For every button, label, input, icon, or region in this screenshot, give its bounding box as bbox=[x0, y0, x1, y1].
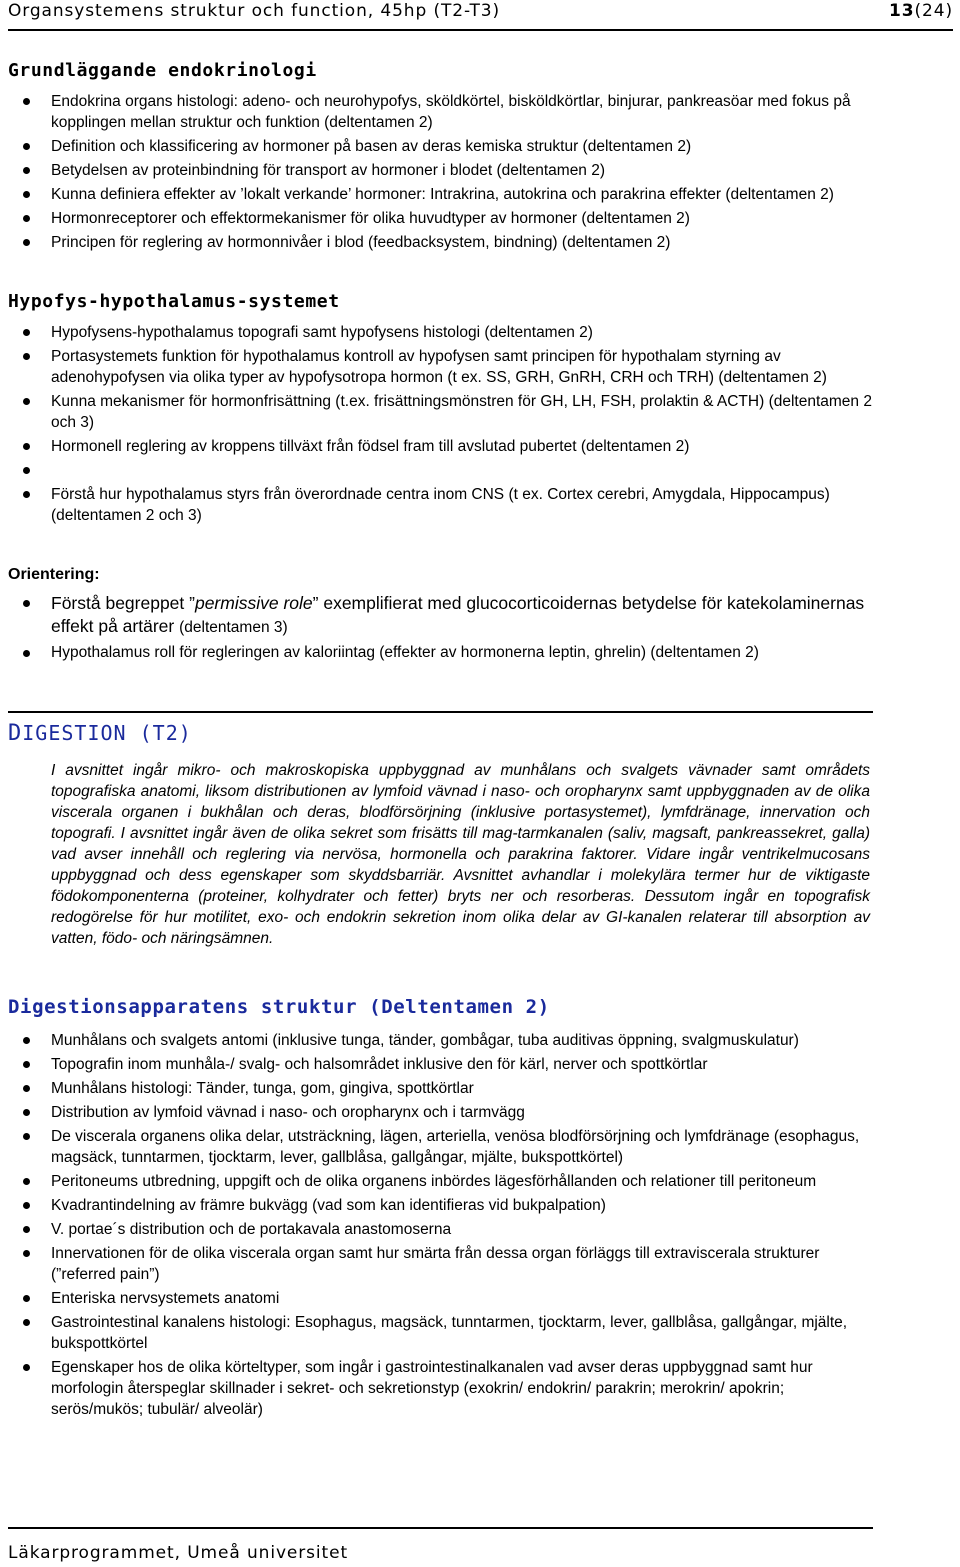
bullet-icon bbox=[23, 600, 30, 607]
list-item: Distribution av lymfoid vävnad i naso- och oropharynx och i tarmvägg bbox=[0, 1102, 960, 1123]
list-item: Definition och klassificering av hormoner på basen av deras kemiska struktur (deltentamen 2) bbox=[0, 136, 960, 157]
page-total: (24) bbox=[914, 1, 953, 21]
list-item: Betydelsen av proteinbindning för transport av hormoner i blodet (deltentamen 2) bbox=[0, 160, 960, 181]
list-item: Munhålans histologi: Tänder, tunga, gom, gingiva, spottkörtlar bbox=[0, 1078, 960, 1099]
bullet-icon bbox=[23, 467, 30, 474]
list-item: V. portae´s distribution och de portakavala anastomoserna bbox=[0, 1219, 960, 1240]
course-title: Organsystemens struktur och function, 45hp (T2-T3) bbox=[8, 1, 500, 21]
bullet-icon bbox=[23, 1133, 30, 1140]
bullet-icon bbox=[23, 1061, 30, 1068]
bullet-icon bbox=[23, 353, 30, 360]
list-item: Principen för reglering av hormonnivåer i blod (feedbacksystem, bindning) (deltentamen 2) bbox=[0, 232, 960, 253]
digestion-rule bbox=[8, 711, 873, 713]
page-number: 13 bbox=[889, 1, 915, 21]
list-item: Förstå hur hypothalamus styrs från överordnade centra inom CNS (t ex. Cortex cerebri, Amygdala, Hippocampus) (deltentamen 2 och 3) bbox=[0, 484, 960, 526]
bullet-icon bbox=[23, 1085, 30, 1092]
bullet-icon bbox=[23, 491, 30, 498]
bullet-icon bbox=[23, 143, 30, 150]
list-item: Gastrointestinal kanalens histologi: Esophagus, magsäck, tunntarmen, tjocktarm, lever, gallblåsa, gallgångar, mjälte, bukspottkörtel bbox=[0, 1312, 960, 1354]
bullet-icon bbox=[23, 167, 30, 174]
list-item: Kunna mekanismer för hormonfrisättning (t.ex. frisättningsmönstren för GH, LH, FSH, prolaktin & ACTH) (deltentamen 2 och 3) bbox=[0, 391, 960, 433]
digestion-intro: I avsnittet ingår mikro- och makroskopiska uppbyggnad av munhålans och svalgets vävnader samt områdets topografiska anatomi, liksom distributionen av lymfoid vävnad i naso- och oropharynx samt uppbyggnaden av de olika viscerala organen i bukhålan och deras, blodförsörjning (inklusive portasystemet), lymfdränage, innervation och topografi. I avsnittet ingår även de olika sekret som frisätts till mag-tarmkanalen (saliv, magsaft, pankreassekret, galla) vad avser innehåll och reglering via nervösa, hormonella och parakrina faktorer. Vidare ingår ventrikelmucosans uppbyggnad och dess egenskaper som skyddsbarriär. Avsnittet avhandlar i molekylära termer hur de viktigaste födokomponenterna (proteiner, kolhydrater och fetter) bryts ner och resorberas. Dessutom ingår en topografisk redogörelse för hur motilitet, exo- och endokrin sekretion inom olika delar av GI-kanalen relaterar till absorption av vatten, födo- och näringsämnen. bbox=[51, 762, 870, 947]
page-header bbox=[8, 0, 953, 32]
list-item bbox=[0, 460, 960, 481]
section-heading-endokrinologi: Grundläggande endokrinologi bbox=[8, 60, 317, 81]
digestion-struktur-list bbox=[0, 1030, 960, 1423]
list-item: Hormonreceptorer och effektormekanismer för olika huvudtyper av hormoner (deltentamen 2) bbox=[0, 208, 960, 229]
list-item: De viscerala organens olika delar, utsträckning, lägen, arteriella, venösa blodförsörjning och lymfdränage (esophagus, magsäck, tunntarmen, tjocktarm, lever, gallblåsa, gallgångar, mjälte, bukspottkörtel) bbox=[0, 1126, 960, 1168]
bullet-icon bbox=[23, 98, 30, 105]
list-item: Endokrina organs histologi: adeno- och neurohypofys, sköldkörtel, bisköldkörtlar, binjurar, pankreasöar med fokus på kopplingen mellan struktur och funktion (deltentamen 2) bbox=[0, 91, 960, 133]
list-item: Portasystemets funktion för hypothalamus kontroll av hypofysen samt principen för hypothalam styrning av adenohypofysen via olika typer av hypofysotropa hormon (t ex. SS, GRH, GnRH, CRH och TRH) (deltentamen 2) bbox=[0, 346, 960, 388]
bullet-icon bbox=[23, 398, 30, 405]
header-rule bbox=[8, 29, 953, 31]
list-item: Topografin inom munhåla-/ svalg- och halsområdet inklusive den för kärl, nerver och spottkörtlar bbox=[0, 1054, 960, 1075]
list-item: Munhålans och svalgets antomi (inklusive tunga, tänder, gombågar, tuba auditivas öppning, svalgmuskulatur) bbox=[0, 1030, 960, 1051]
list-item: Förstå begreppet ”permissive role” exemplifierat med glucocorticoidernas betydelse för katekolaminernas effekt på artärer (deltentamen 3) bbox=[0, 592, 960, 639]
bullet-icon bbox=[23, 650, 30, 657]
list-item: Enteriska nervsystemets anatomi bbox=[0, 1288, 960, 1309]
bullet-icon bbox=[23, 1226, 30, 1233]
list-item: Kunna definiera effekter av ’lokalt verkande’ hormoner: Intrakrina, autokrina och parakrina effekter (deltentamen 2) bbox=[0, 184, 960, 205]
bullet-icon bbox=[23, 1109, 30, 1116]
section-heading-orientering: Orientering: bbox=[8, 566, 100, 583]
bullet-icon bbox=[23, 191, 30, 198]
list-item: Egenskaper hos de olika körteltyper, som ingår i gastrointestinalkanalen vad avser deras uppbyggnad samt hur morfologin återspeglar skillnader i sekret- och sekretionstyp (exokrin/ endokrin/ parakrin; merokrin/ apokrin; serös/mukös; tubulär/ alveolär) bbox=[0, 1357, 960, 1420]
digestion-title: DIGESTION (T2) bbox=[8, 721, 192, 746]
bullet-icon bbox=[23, 1178, 30, 1185]
footer-rule bbox=[8, 1527, 873, 1529]
bullet-icon bbox=[23, 329, 30, 336]
bullet-icon bbox=[23, 443, 30, 450]
list-item: Hypothalamus roll för regleringen av kaloriintag (effekter av hormonerna leptin, ghrelin) (deltentamen 2) bbox=[0, 642, 960, 663]
bullet-icon bbox=[23, 1364, 30, 1371]
section-heading-digestion-struktur: Digestionsapparatens struktur (Deltentamen 2) bbox=[8, 996, 550, 1018]
bullet-icon bbox=[23, 1202, 30, 1209]
bullet-icon bbox=[23, 1295, 30, 1302]
orientering-list bbox=[0, 592, 960, 666]
list-item: Kvadrantindelning av främre bukvägg (vad som kan identifieras vid bukpalpation) bbox=[0, 1195, 960, 1216]
endokrinologi-list bbox=[0, 91, 960, 256]
list-item: Innervationen för de olika viscerala organ samt hur smärta från dessa organ förläggs till extraviscerala strukturer (”referred pain”) bbox=[0, 1243, 960, 1285]
bullet-icon bbox=[23, 1037, 30, 1044]
section-heading-hypofys: Hypofys-hypothalamus-systemet bbox=[8, 291, 340, 312]
hypofys-list bbox=[0, 322, 960, 529]
page-footer: Läkarprogrammet, Umeå universitet bbox=[8, 1543, 349, 1563]
bullet-icon bbox=[23, 1319, 30, 1326]
list-item: Hormonell reglering av kroppens tillväxt från födsel fram till avslutad pubertet (deltentamen 2) bbox=[0, 436, 960, 457]
page-indicator bbox=[889, 0, 953, 22]
bullet-icon bbox=[23, 215, 30, 222]
list-item: Peritoneums utbredning, uppgift och de olika organens inbördes lägesförhållanden och relationer till peritoneum bbox=[0, 1171, 960, 1192]
bullet-icon bbox=[23, 1250, 30, 1257]
bullet-icon bbox=[23, 239, 30, 246]
list-item: Hypofysens-hypothalamus topografi samt hypofysens histologi (deltentamen 2) bbox=[0, 322, 960, 343]
